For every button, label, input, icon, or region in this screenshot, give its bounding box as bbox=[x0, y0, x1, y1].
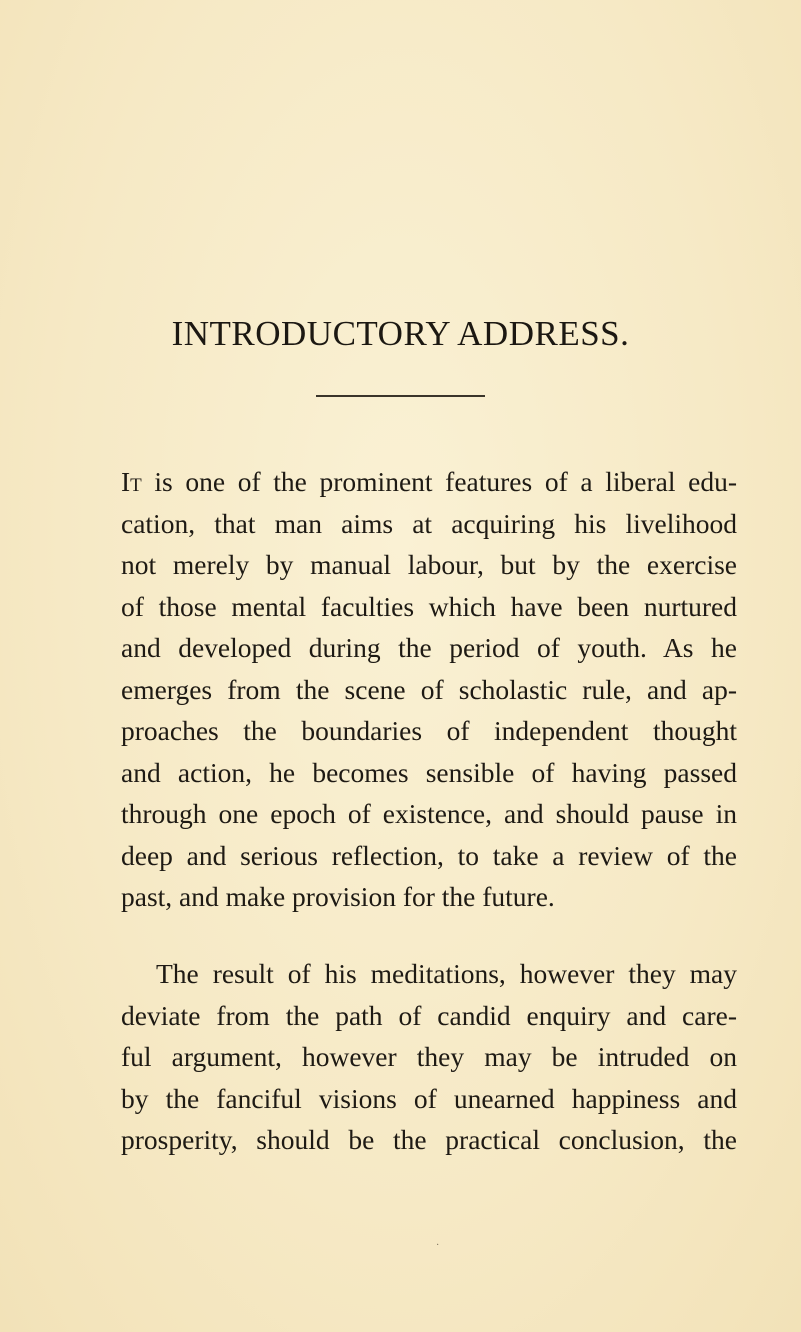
text-line: deep and serious reflection, to take a review of the bbox=[121, 839, 737, 871]
text-line: ful argument, however they may be intruded on bbox=[121, 1041, 737, 1072]
text-line: not merely by manual labour, but by the exercise bbox=[121, 549, 737, 580]
page-speck: · bbox=[436, 1240, 440, 1251]
text-line: It is one of the prominent features of a liberal edu- bbox=[121, 466, 737, 497]
text-line: The result of his meditations, however they may bbox=[156, 958, 737, 989]
text-line: past, and make provision for the future. bbox=[121, 881, 555, 912]
title-rule bbox=[316, 395, 485, 397]
text-line: prosperity, should be the practical conclusion, the bbox=[121, 1124, 737, 1155]
text-line: proaches the boundaries of independent thought bbox=[121, 715, 737, 746]
text-line: through one epoch of existence, and should pause in bbox=[121, 798, 737, 829]
text-line: of those mental faculties which have been nurtured bbox=[121, 590, 737, 622]
text-line: emerges from the scene of scholastic rule, and ap- bbox=[121, 673, 737, 705]
paragraph-1 bbox=[121, 461, 737, 918]
paragraph-2 bbox=[121, 953, 737, 1161]
page-title: INTRODUCTORY ADDRESS. bbox=[171, 314, 630, 353]
text-line: deviate from the path of candid enquiry and care- bbox=[121, 999, 737, 1031]
text-line: cation, that man aims at acquiring his livelihood bbox=[121, 507, 737, 539]
text-line: and developed during the period of youth. As he bbox=[121, 632, 737, 663]
small-caps-opening: It bbox=[121, 466, 142, 497]
text-line: and action, he becomes sensible of having passed bbox=[121, 756, 737, 788]
text-line: by the fanciful visions of unearned happiness and bbox=[121, 1082, 737, 1114]
